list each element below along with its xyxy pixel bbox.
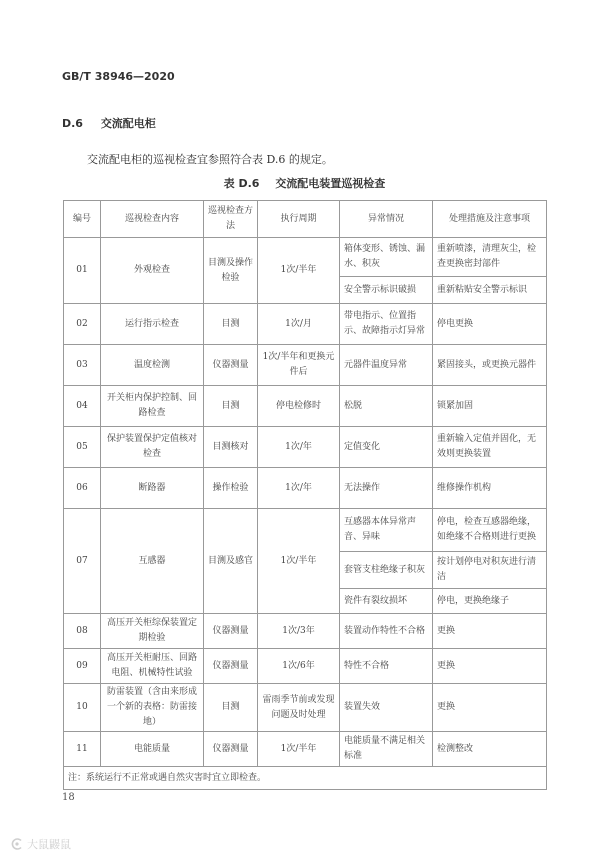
abnormal-condition: 套管支柱绝缘子积灰 xyxy=(340,552,433,589)
abnormal-condition: 定值变化 xyxy=(340,427,433,468)
table-note: 注：系统运行不正常或遇自然灾害时宜立即检查。 xyxy=(64,767,547,790)
abnormal-condition: 互感器本体异常声音、异味 xyxy=(340,509,433,552)
handling-measure: 重新喷漆，清理灰尘，检查更换密封部件 xyxy=(433,238,547,277)
table-row xyxy=(64,427,547,468)
item-number: 02 xyxy=(64,304,101,345)
inspection-content: 外观检查 xyxy=(101,238,204,304)
handling-measure: 停电更换 xyxy=(433,304,547,345)
inspection-content: 断路器 xyxy=(101,468,204,509)
table-header-row xyxy=(64,201,547,238)
inspection-method: 仪器测量 xyxy=(204,345,258,386)
watermark-text: 大鼠鼹鼠 xyxy=(27,838,71,851)
handling-measure: 维修操作机构 xyxy=(433,468,547,509)
handling-measure: 重新粘贴安全警示标识 xyxy=(433,277,547,304)
item-number: 05 xyxy=(64,427,101,468)
inspection-method: 目测及感官 xyxy=(204,509,258,614)
column-header: 异常情况 xyxy=(340,201,433,238)
table-row xyxy=(64,238,547,277)
item-number: 08 xyxy=(64,614,101,649)
handling-measure: 紧固接头，或更换元器件 xyxy=(433,345,547,386)
handling-measure: 停电，更换绝缘子 xyxy=(433,589,547,614)
table-note-row xyxy=(64,767,547,790)
item-number: 03 xyxy=(64,345,101,386)
inspection-content: 开关柜内保护控制、回路检查 xyxy=(101,386,204,427)
abnormal-condition: 无法操作 xyxy=(340,468,433,509)
inspection-table xyxy=(63,200,547,790)
inspection-content: 互感器 xyxy=(101,509,204,614)
watermark xyxy=(10,836,71,852)
item-number: 01 xyxy=(64,238,101,304)
table-row xyxy=(64,304,547,345)
inspection-method: 目测及操作检验 xyxy=(204,238,258,304)
abnormal-condition: 装置失效 xyxy=(340,684,433,732)
column-header: 执行周期 xyxy=(258,201,340,238)
item-number: 11 xyxy=(64,732,101,767)
execution-period: 1次/半年和更换元件后 xyxy=(258,345,340,386)
item-number: 07 xyxy=(64,509,101,614)
execution-period: 1次/半年 xyxy=(258,238,340,304)
inspection-content: 保护装置保护定值核对检查 xyxy=(101,427,204,468)
table-row xyxy=(64,509,547,552)
abnormal-condition: 带电指示、位置指示、故障指示灯异常 xyxy=(340,304,433,345)
inspection-method: 目测 xyxy=(204,386,258,427)
abnormal-condition: 特性不合格 xyxy=(340,649,433,684)
handling-measure: 更换 xyxy=(433,649,547,684)
column-header: 巡视检查方法 xyxy=(204,201,258,238)
abnormal-condition: 箱体变形、锈蚀、漏水、积灰 xyxy=(340,238,433,277)
handling-measure: 更换 xyxy=(433,684,547,732)
inspection-method: 仪器测量 xyxy=(204,649,258,684)
standard-code: GB/T 38946—2020 xyxy=(62,70,175,83)
inspection-method: 操作检验 xyxy=(204,468,258,509)
table-body xyxy=(64,238,547,790)
table-caption-title: 交流配电装置巡视检查 xyxy=(275,177,386,190)
section-title: 交流配电柜 xyxy=(100,117,156,130)
inspection-content: 防雷装置（含由来形成一个新的表格：防雷接地） xyxy=(101,684,204,732)
table-row xyxy=(64,684,547,732)
item-number: 09 xyxy=(64,649,101,684)
execution-period: 1次/3年 xyxy=(258,614,340,649)
page-number: 18 xyxy=(62,792,75,803)
intro-paragraph: 交流配电柜的巡视检查宜参照符合表 D.6 的规定。 xyxy=(87,153,333,166)
inspection-method: 目测 xyxy=(204,684,258,732)
section-heading xyxy=(62,115,156,131)
abnormal-condition: 装置动作特性不合格 xyxy=(340,614,433,649)
handling-measure: 锁紧加固 xyxy=(433,386,547,427)
execution-period: 1次/年 xyxy=(258,427,340,468)
execution-period: 1次/半年 xyxy=(258,732,340,767)
table-row xyxy=(64,468,547,509)
brand-logo-icon xyxy=(10,837,24,851)
table-row xyxy=(64,386,547,427)
table-caption-number: 表 D.6 xyxy=(223,177,260,190)
table-row xyxy=(64,614,547,649)
execution-period: 雷雨季节前或发现问题及时处理 xyxy=(258,684,340,732)
abnormal-condition: 松脱 xyxy=(340,386,433,427)
inspection-content: 温度检测 xyxy=(101,345,204,386)
column-header: 编号 xyxy=(64,201,101,238)
handling-measure: 更换 xyxy=(433,614,547,649)
inspection-method: 仪器测量 xyxy=(204,614,258,649)
inspection-method: 仪器测量 xyxy=(204,732,258,767)
item-number: 06 xyxy=(64,468,101,509)
column-header: 处理措施及注意事项 xyxy=(433,201,547,238)
execution-period: 1次/年 xyxy=(258,468,340,509)
table-row xyxy=(64,649,547,684)
table-caption xyxy=(0,175,609,191)
section-number: D.6 xyxy=(62,117,83,130)
handling-measure: 按计划停电对积灰进行清洁 xyxy=(433,552,547,589)
handling-measure: 重新输入定值并固化，无效则更换装置 xyxy=(433,427,547,468)
execution-period: 1次/半年 xyxy=(258,509,340,614)
column-header: 巡视检查内容 xyxy=(101,201,204,238)
item-number: 04 xyxy=(64,386,101,427)
table-row xyxy=(64,732,547,767)
execution-period: 1次/月 xyxy=(258,304,340,345)
abnormal-condition: 电能质量不满足相关标准 xyxy=(340,732,433,767)
abnormal-condition: 安全警示标识破损 xyxy=(340,277,433,304)
item-number: 10 xyxy=(64,684,101,732)
inspection-method: 目测 xyxy=(204,304,258,345)
execution-period: 1次/6年 xyxy=(258,649,340,684)
execution-period: 停电检修时 xyxy=(258,386,340,427)
inspection-method: 目测核对 xyxy=(204,427,258,468)
inspection-content: 高压开关柜耐压、回路电阻、机械特性试验 xyxy=(101,649,204,684)
inspection-content: 高压开关柜综保装置定期检验 xyxy=(101,614,204,649)
inspection-content: 电能质量 xyxy=(101,732,204,767)
abnormal-condition: 瓷件有裂纹损坏 xyxy=(340,589,433,614)
handling-measure: 检测整改 xyxy=(433,732,547,767)
handling-measure: 停电，检查互感器绝缘，如绝缘不合格则进行更换 xyxy=(433,509,547,552)
inspection-content: 运行指示检查 xyxy=(101,304,204,345)
abnormal-condition: 元器件温度异常 xyxy=(340,345,433,386)
table-row xyxy=(64,345,547,386)
